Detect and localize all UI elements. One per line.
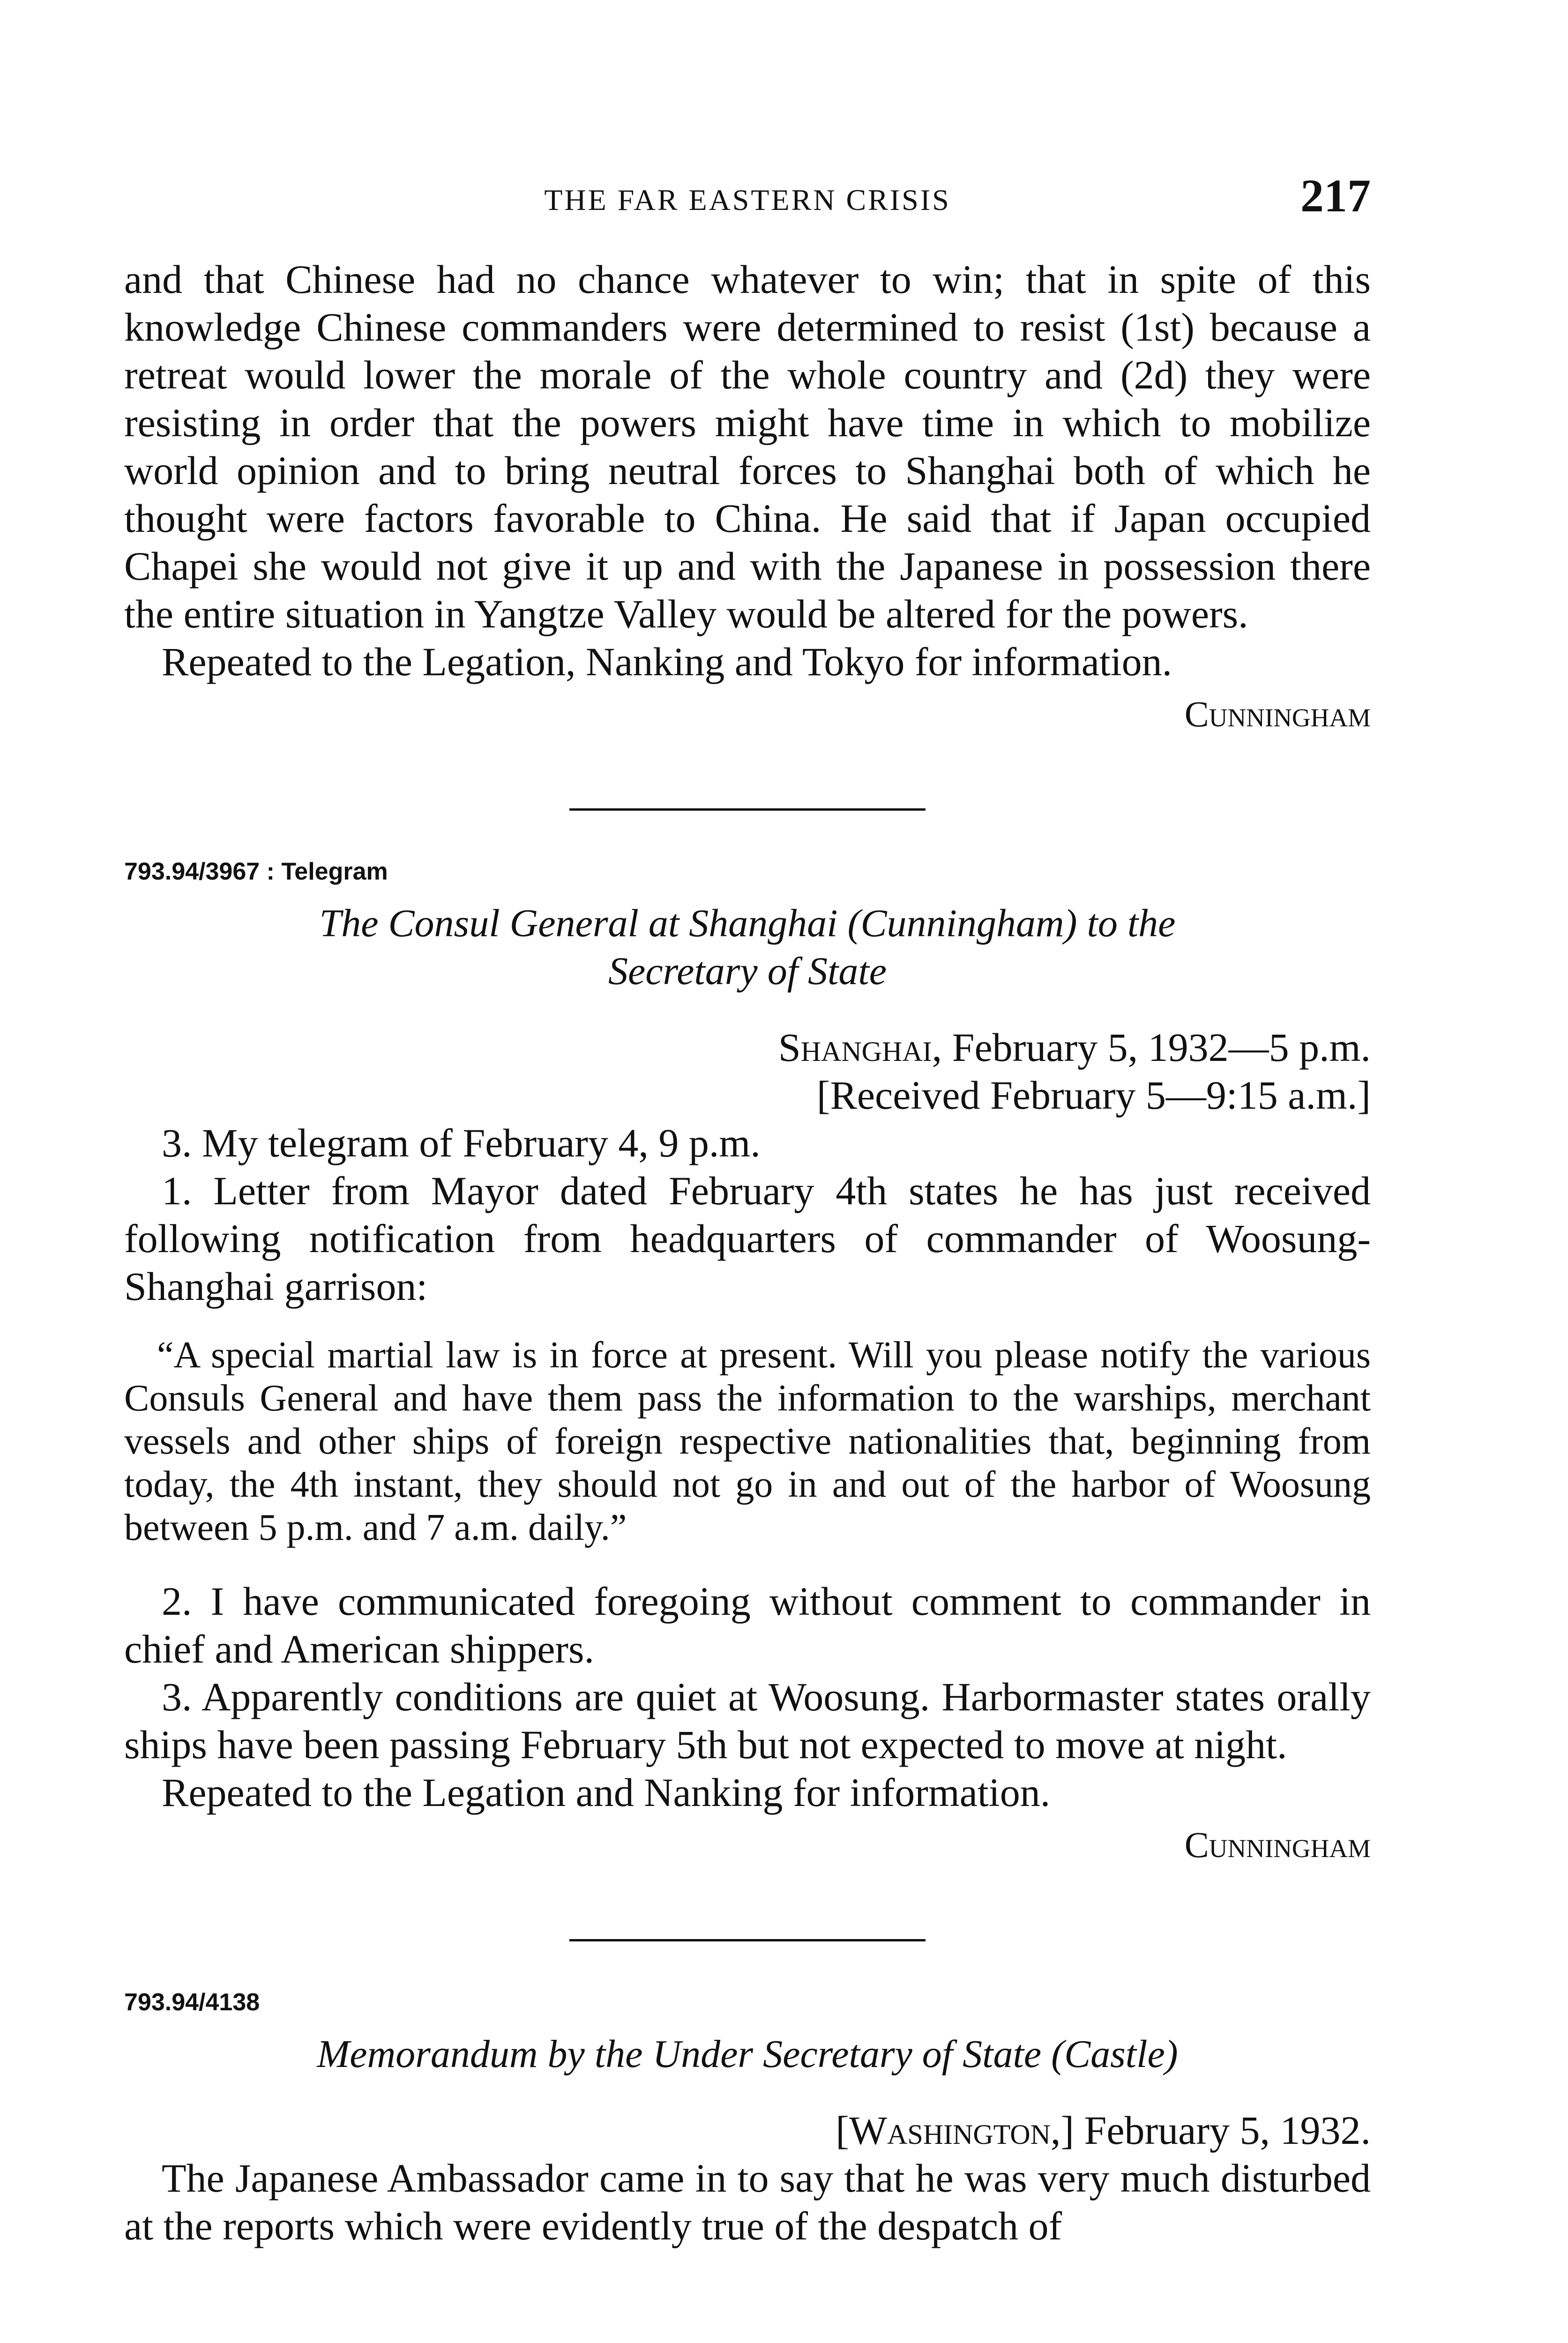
page-number: 217 [1300, 170, 1371, 222]
file-number: 793.94/4138 [124, 1989, 260, 2016]
dateline-place: [Washington,] [836, 2108, 1075, 2153]
dateline [124, 1023, 1371, 1071]
document-title-line: Secretary of State [608, 949, 887, 993]
dateline [124, 2106, 1371, 2154]
running-head: THE FAR EASTERN CRISIS [544, 183, 951, 216]
file-number: 793.94/3967 : Telegram [124, 858, 388, 885]
dateline-date: February 5, 1932. [1084, 2108, 1371, 2153]
section-divider [569, 1939, 926, 1941]
repeated-note: Repeated to the Legation and Nanking for information. [162, 1770, 1051, 1815]
page-header [124, 169, 1371, 234]
document-title: Memorandum by the Under Secretary of State (Castle) [317, 2032, 1178, 2076]
section-divider [569, 808, 926, 811]
repeated-note: Repeated to the Legation, Nanking and Tokyo for information. [162, 639, 1172, 684]
block-quote: “A special martial law is in force at present. Will you please notify the various Consuls General and have them pass the information to the warships, merchant vessels and other ships of foreign respective nationalities that, beginning from today, the 4th instant, they should not go in and out of the harbor of Woosung between 5 p.m. and 7 a.m. daily.” [124, 1335, 1371, 1548]
numbered-paragraph: 2. I have communicated foregoing without comment to commander in chief and American shippers. [124, 1579, 1371, 1671]
memorandum-paragraph: The Japanese Ambassador came in to say that he was very much disturbed at the reports which were evidently true of the despatch of [124, 2156, 1371, 2248]
numbered-paragraph: 1. Letter from Mayor dated February 4th states he has just received following notification from headquarters of commander of Woosung-Shanghai garrison: [124, 1168, 1371, 1309]
continued-paragraph: and that Chinese had no chance whatever to win; that in spite of this knowledge Chinese commanders were determined to resist (1st) because a retreat would lower the morale of the whole country and (2d) they were resisting in order that the powers might have time in which to mobilize world opinion and to bring neutral forces to Shanghai both of which he thought were factors favorable to China. He said that if Japan occupied Chapei she would not give it up and with the Japanese in possession there the entire situation in Yangtze Valley would be altered for the powers. [124, 257, 1371, 636]
signature: Cunningham [1184, 694, 1371, 734]
reference-paragraph: 3. My telegram of February 4, 9 p.m. [162, 1120, 761, 1165]
received-line: [Received February 5—9:15 a.m.] [816, 1073, 1371, 1118]
signature: Cunningham [1184, 1824, 1371, 1865]
dateline-place: Shanghai, [778, 1025, 942, 1070]
document-title-line: The Consul General at Shanghai (Cunningham) to the [319, 902, 1176, 945]
dateline-date: February 5, 1932—5 p.m. [952, 1025, 1371, 1070]
page-body [124, 255, 1371, 2250]
numbered-paragraph: 3. Apparently conditions are quiet at Woosung. Harbormaster states orally ships have been passing February 5th but not expected to move at night. [124, 1674, 1371, 1767]
document-title [124, 900, 1371, 995]
